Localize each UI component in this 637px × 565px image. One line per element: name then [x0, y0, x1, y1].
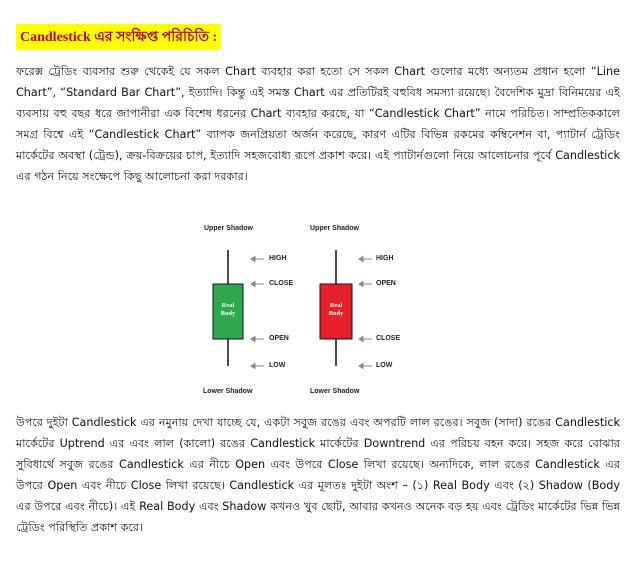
bullish-level-close: CLOSE [269, 280, 294, 287]
arrow-head [251, 257, 255, 262]
section-heading: Candlestick এর সংক্ষিপ্ত পরিচিতি : [16, 24, 221, 50]
bearish-level-open: OPEN [376, 280, 396, 287]
bullish-level-high: HIGH [269, 255, 287, 262]
bullish-lower-shadow-label: Lower Shadow [203, 388, 253, 395]
bearish-level-high: HIGH [376, 255, 394, 262]
bearish-level-low: LOW [376, 362, 393, 369]
intro-paragraph: ফরেক্স ট্রেডিং ব্যবসার শুরু থেকেই যে সকল Chart ব্যবহার করা হতো সে সকল Chart গুলোর মধ্যে অন্যতম প্রধান হলো “Line Chart”, “Standard Bar Chart”, ইত্যাদি। কিন্তু এই সমস্ত Chart এর প্রতিটিরই বহুবিধ সমস্যা রয়েছে। বৈদেশিক মুদ্রা বিনিময়ের এই ব্যবসায় বহু বছর ধরে জাপানীরা এক বিশেষ ধরনের Chart ব্যবহার করছে, যা “Candlestick Chart” নামে পরিচিত। সাম্প্রতিককালে সমগ্র বিশ্বে এই “Candlestick Chart” ব্যাপক জনপ্রিয়তা অর্জন করেছে, কারণ এটির বিভিন্ন রকমের কম্বিনেশন বা, প্যাটার্ন ট্রেডিং মার্কেটের অবস্থা (ট্রেন্ড), ক্রয়-বিক্রয়ের চাপ, ইত্যাদি সহজবোধ্য রূপে প্রকাশ করে। এই প্যাটার্নগুলো নিয়ে আলোচনার পূর্বে Candlestick এর গঠন নিয়ে সংক্ষেপে কিছু আলোচনা করা দরকার। [16, 65, 620, 183]
arrow-head [359, 364, 363, 369]
arrow-head [251, 364, 255, 369]
arrow-head [359, 282, 363, 287]
bullish-level-open: OPEN [269, 335, 289, 342]
candlestick-figure [196, 218, 416, 402]
bearish-lower-shadow-label: Lower Shadow [310, 388, 360, 395]
arrow-head [251, 337, 255, 342]
explanation-paragraph: উপরে দুইটা Candlestick এর নমুনায় দেখা যাচ্ছে যে, একটা সবুজ রঙের এবং অপরটি লাল রঙের। সবুজ (সাদা) রঙের Candlestick মার্কেটের Uptrend এর এবং লাল (কালো) রঙের Candlestick মার্কেটের Downtrend এর পরিচয় বহন করে। সহজ করে বোঝার সুবিধার্থে সবুজ রঙের Candlestick এর নীচে Open এবং উপরে Close লিখা রয়েছে। অন্যদিকে, লাল রঙের Candlestick এর উপরে Open এবং নীচে Close লিখা রয়েছে। Candlestick এর মূলতঃ দুইটা অংশ – (১) Real Body এবং (২) Shadow (Body এর উপরে এবং নীচে)। এই Real Body এবং Shadow কখনও খুব ছোট, আবার কখনও অনেক বড় হয় এবং ট্রেডিং মার্কেটের ভিন্ন ভিন্ন ট্রেডিং পরিস্থিতি প্রকাশ করে। [16, 416, 620, 534]
bullish-upper-shadow-label: Upper Shadow [204, 225, 254, 232]
arrow-head [359, 257, 363, 262]
bullish-level-low: LOW [269, 362, 286, 369]
bearish-level-close: CLOSE [376, 335, 401, 342]
arrow-head [251, 282, 255, 287]
bullish-body-label: Real Body [220, 302, 236, 317]
bearish-upper-shadow-label: Upper Shadow [310, 225, 360, 232]
bearish-body-label: Real Body [328, 302, 344, 317]
arrow-head [359, 337, 363, 342]
